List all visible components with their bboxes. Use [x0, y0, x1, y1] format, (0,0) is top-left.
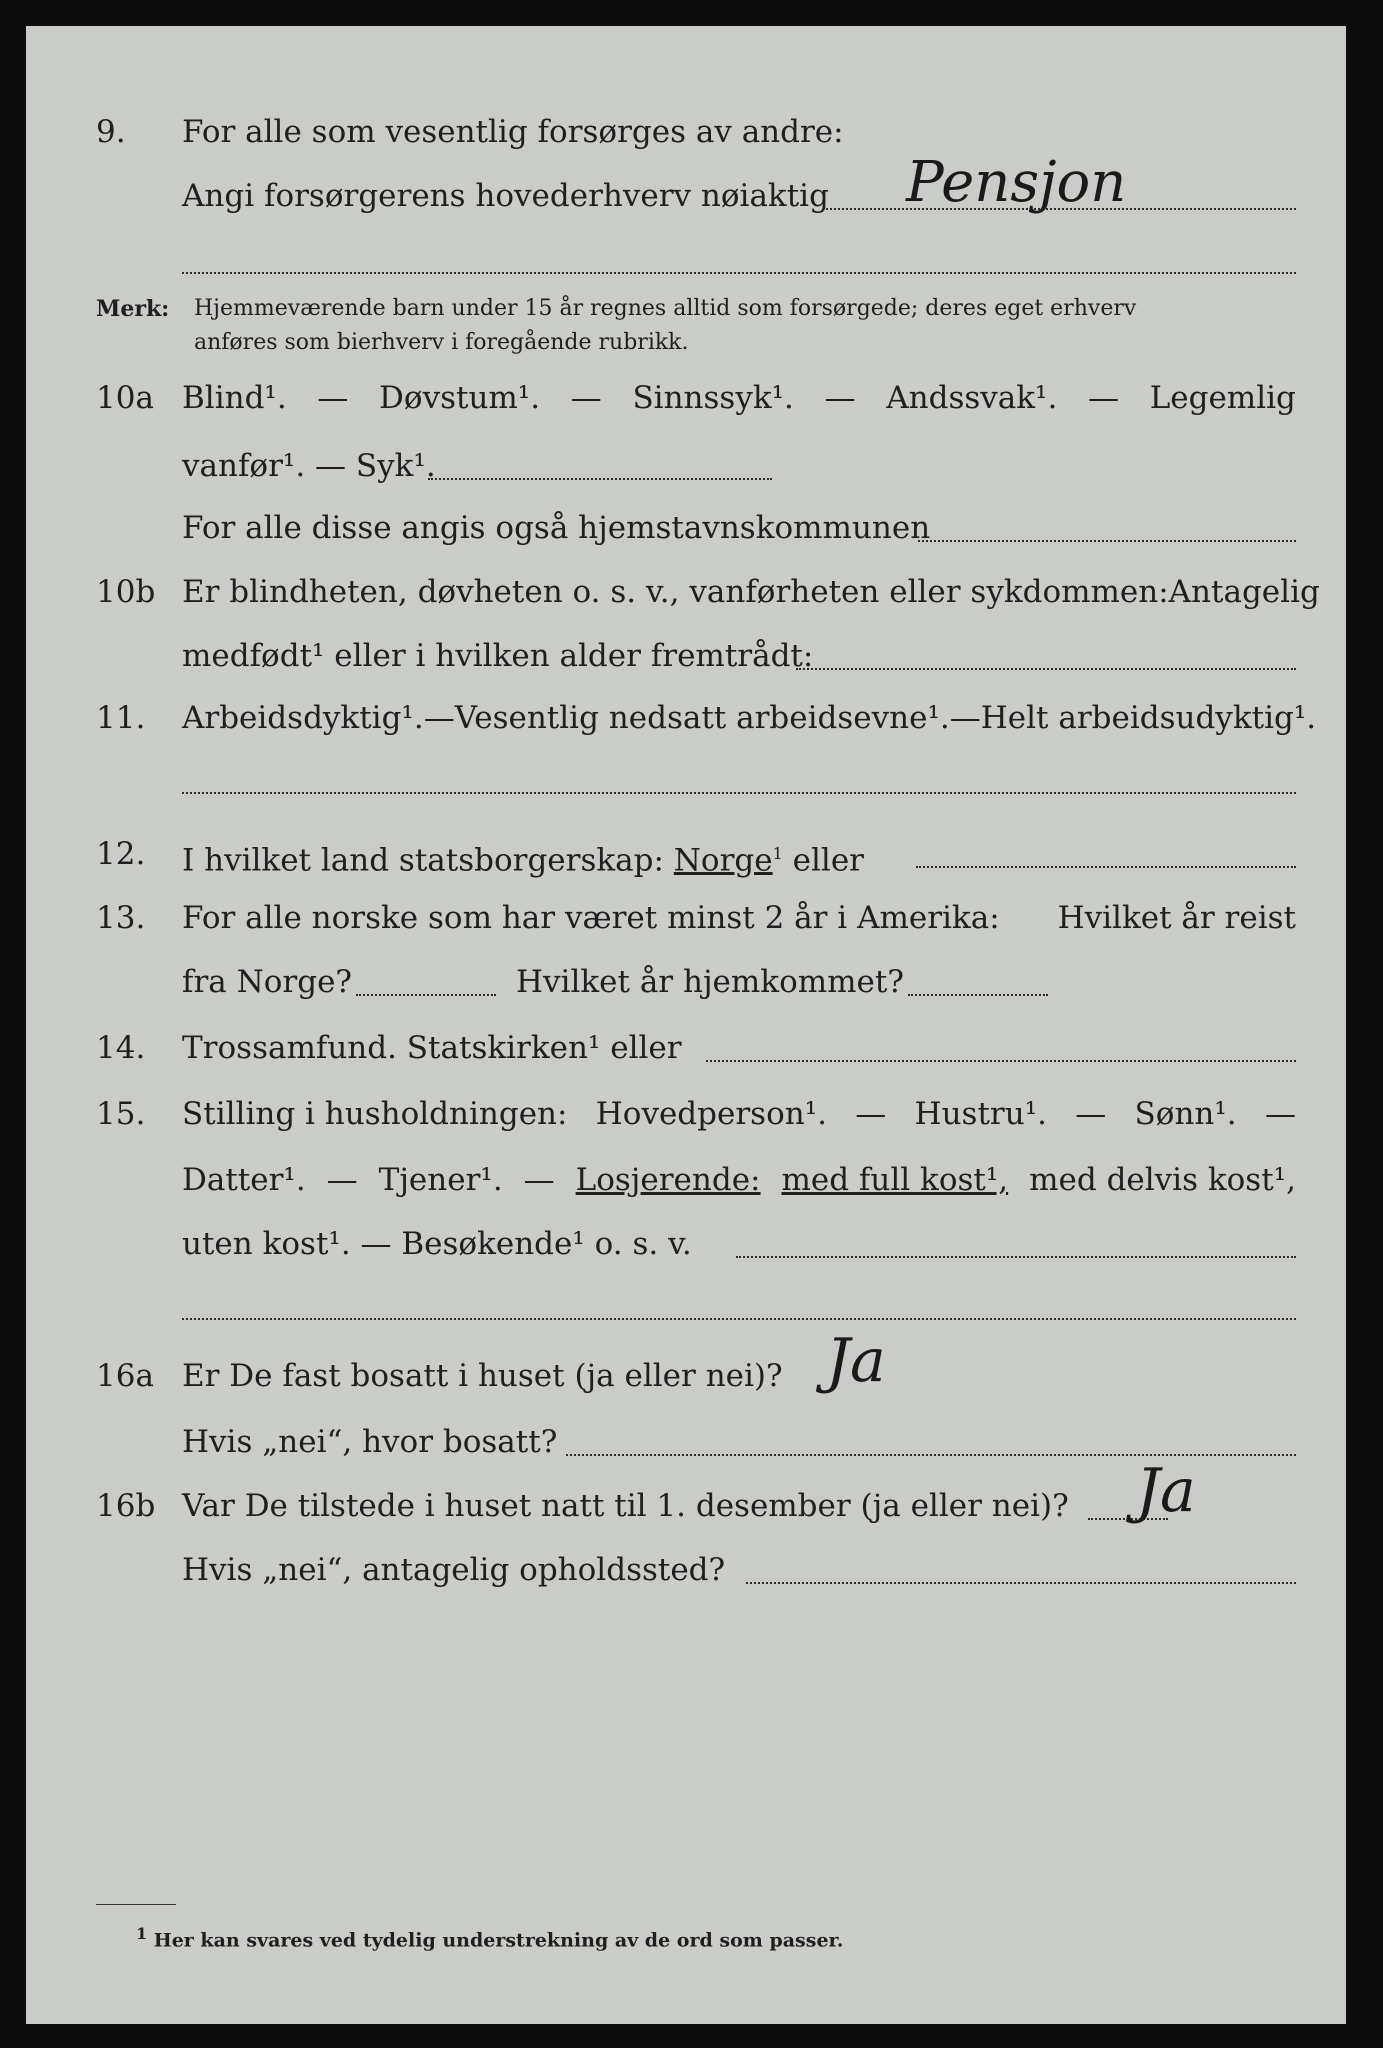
q14-dotted-field: [706, 1060, 1296, 1062]
q9-dotted-line-2: [182, 272, 1296, 274]
footnote: $^1$ Her kan svares ved tydelig understrekning av de ord som passer.: [136, 1924, 844, 1952]
q10b-number: 10b: [96, 574, 156, 610]
q14-line: Trossamfund. Statskirken¹ eller: [182, 1030, 682, 1066]
q15-number: 15.: [96, 1096, 146, 1132]
q13-line2a: fra Norge?: [182, 964, 353, 1000]
q15-dotted-line-2: [182, 1318, 1296, 1320]
q9-handwritten-answer: Pensjon: [906, 150, 1127, 215]
q10a-dotted-field: [428, 478, 772, 480]
q10a-number: 10a: [96, 380, 154, 416]
note-text-line2: anføres som bierhverv i foregående rubrikk.: [194, 330, 689, 355]
q15-line3: uten kost¹. — Besøkende¹ o. s. v.: [182, 1226, 692, 1262]
q15-line1: Stilling i husholdningen: Hovedperson¹. — Hustru¹. — Sønn¹. —: [182, 1096, 1296, 1132]
q13-line1: For alle norske som har været minst 2 år i Amerika: Hvilket år reist: [182, 900, 1296, 936]
q16b-line2: Hvis „nei“, antagelig opholdssted?: [182, 1552, 726, 1588]
q16b-dotted-field-2: [746, 1582, 1296, 1584]
q9-line1: For alle som vesentlig forsørges av andre:: [182, 114, 844, 150]
q16a-line2: Hvis „nei“, hvor bosatt?: [182, 1424, 558, 1460]
q16a-number: 16a: [96, 1358, 154, 1394]
footnote-rule: [96, 1904, 176, 1905]
q13-line2b: Hvilket år hjemkommet?: [516, 964, 904, 1000]
q10a-line2: vanfør¹. — Syk¹.: [182, 448, 436, 484]
q11-line1: Arbeidsdyktig¹. — Vesentlig nedsatt arbeidsevne¹. — Helt arbeidsudyktig¹.: [182, 700, 1317, 736]
q11-dotted-line: [182, 792, 1296, 794]
q9-number: 9.: [96, 114, 126, 150]
q10b-dotted-field: [796, 668, 1296, 670]
q10a-dotted-field-2: [918, 540, 1296, 542]
q16a-handwritten-answer: Ja: [826, 1326, 886, 1396]
q16b-handwritten-answer: Ja: [1136, 1456, 1196, 1526]
q10a-line3: For alle disse angis også hjemstavnskommunen: [182, 510, 931, 546]
q15-dotted-field: [736, 1256, 1296, 1258]
q12-line: I hvilket land statsborgerskap: Norge$^1$ eller: [182, 842, 864, 879]
q13-dotted-field-2: [908, 994, 1048, 996]
q13-dotted-field-1: [356, 994, 496, 996]
q10b-line1: Er blindheten, døvheten o. s. v., vanførheten eller sykdommen: Antagelig: [182, 574, 1320, 610]
note-text-line1: Hjemmeværende barn under 15 år regnes alltid som forsørgede; deres eget erhverv: [194, 296, 1137, 321]
q12-number: 12.: [96, 836, 146, 872]
q14-number: 14.: [96, 1030, 146, 1066]
note-label: Merk:: [96, 296, 170, 322]
census-form-page: [26, 26, 1346, 2024]
q9-line2: Angi forsørgerens hovederhverv nøiaktig: [182, 178, 829, 214]
q16b-number: 16b: [96, 1488, 156, 1524]
q16b-line1: Var De tilstede i huset natt til 1. desember (ja eller nei)?: [182, 1488, 1069, 1524]
q12-dotted-field: [916, 866, 1296, 868]
q10a-line1: Blind¹. — Døvstum¹. — Sinnssyk¹. — Andssvak¹. — Legemlig: [182, 380, 1296, 416]
q11-number: 11.: [96, 700, 146, 736]
q16a-line1: Er De fast bosatt i huset (ja eller nei)?: [182, 1358, 783, 1394]
q15-line2: Datter¹. — Tjener¹. — Losjerende: med full kost¹, med delvis kost¹,: [182, 1162, 1296, 1198]
q13-number: 13.: [96, 900, 146, 936]
q10b-line2: medfødt¹ eller i hvilken alder fremtrådt:: [182, 638, 814, 674]
